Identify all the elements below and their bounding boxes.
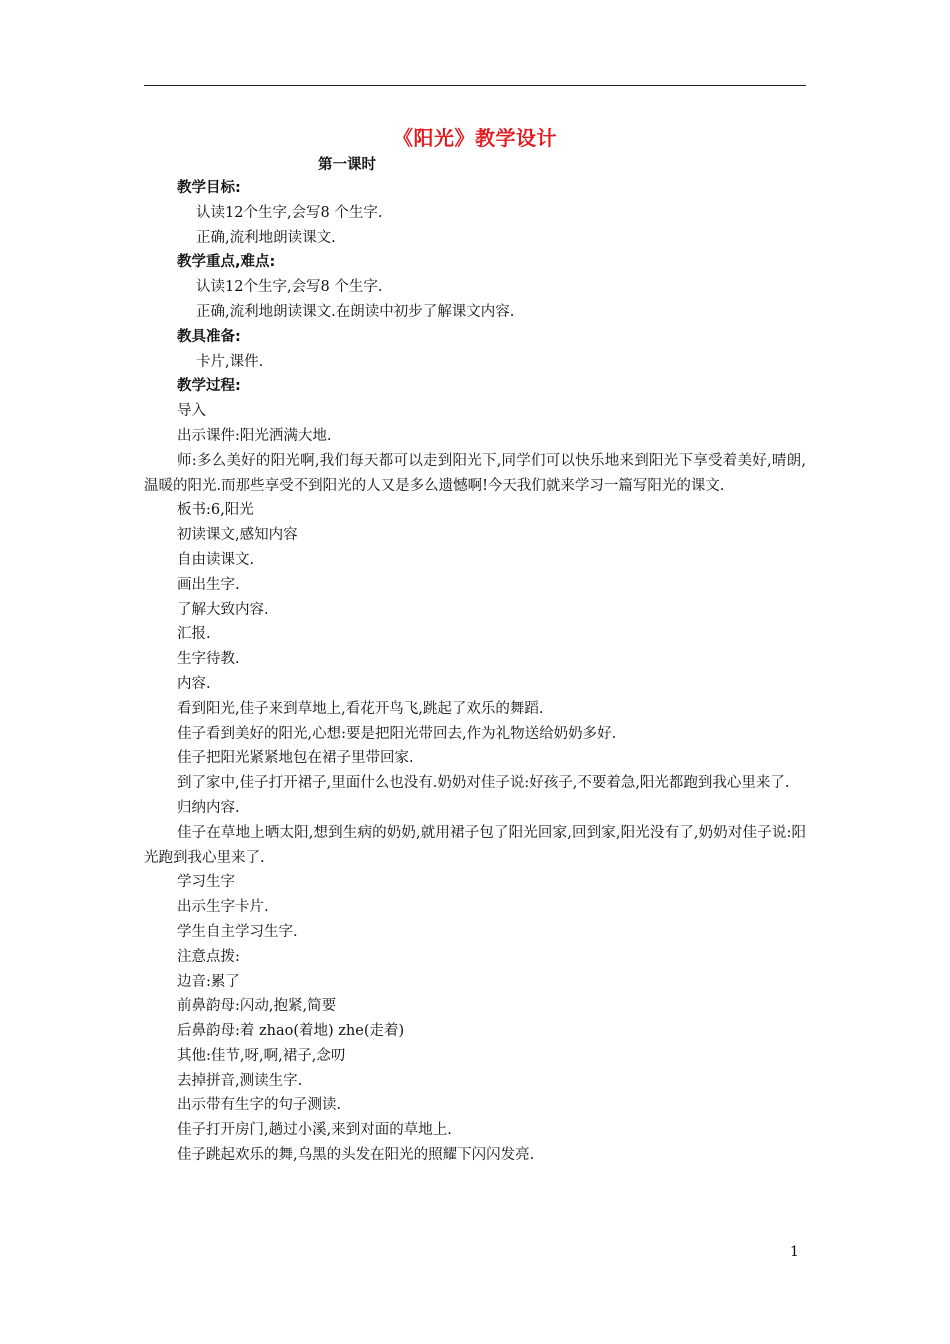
process-line: 了解大致内容. — [177, 601, 269, 618]
process-line: 出示生字卡片. — [177, 899, 269, 916]
process-line: 后鼻韵母:着 zhao(着地) zhe(走着) — [177, 1023, 405, 1040]
tools-line: 卡片,课件. — [196, 353, 264, 370]
goal-line: 正确,流利地朗读课文. — [196, 229, 336, 246]
process-line: 汇报. — [177, 626, 211, 643]
process-line: 出示带有生字的句子测读. — [177, 1097, 342, 1114]
process-line: 导入 — [177, 403, 206, 420]
process-line: 佳子跳起欢乐的舞,乌黑的头发在阳光的照耀下闪闪发亮. — [177, 1147, 535, 1164]
process-line: 看到阳光,佳子来到草地上,看花开鸟飞,跳起了欢乐的舞蹈. — [177, 700, 544, 717]
process-line: 去掉拼音,测读生字. — [177, 1072, 303, 1089]
lesson-subtitle: 第一课时 — [318, 157, 376, 173]
section-heading-tools: 教具准备: — [177, 328, 241, 345]
process-line: 归纳内容. — [177, 799, 240, 816]
process-paragraph: 师:多么美好的阳光啊,我们每天都可以走到阳光下,同学们可以快乐地来到阳光下享受着美好,晴朗,温暖的阳光.而那些享受不到阳光的人又是多么遗憾啊!今天我们就来学习一篇写阳光的课文. — [144, 452, 806, 494]
key-point-line: 正确,流利地朗读课文.在朗读中初步了解课文内容. — [196, 303, 515, 320]
process-paragraph: 佳子在草地上晒太阳,想到生病的奶奶,就用裙子包了阳光回家,回到家,阳光没有了,奶奶对佳子说:阳光跑到我心里来了. — [144, 824, 806, 866]
process-line: 生字待教. — [177, 651, 240, 668]
process-line: 注意点拨: — [177, 948, 240, 965]
process-line: 初读课文,感知内容 — [177, 527, 298, 544]
process-paragraph: 到了家中,佳子打开裙子,里面什么也没有.奶奶对佳子说:好孩子,不要着急,阳光都跑到我心里来了. — [177, 775, 790, 792]
section-heading-goals: 教学目标: — [177, 180, 241, 196]
process-line: 自由读课文. — [177, 551, 255, 568]
process-line: 学习生字 — [177, 874, 235, 891]
process-line: 佳子把阳光紧紧地包在裙子里带回家. — [177, 750, 414, 767]
process-line: 学生自主学习生字. — [177, 923, 298, 940]
page-number: 1 — [790, 1244, 799, 1260]
document-body — [144, 176, 806, 1168]
process-line: 前鼻韵母:闪动,抱紧,简要 — [177, 998, 337, 1015]
section-heading-key-points: 教学重点,难点: — [177, 254, 276, 271]
process-line: 板书:6,阳光 — [177, 502, 254, 519]
process-line: 边音:累了 — [177, 973, 240, 990]
goal-line: 认读12个生字,会写8 个生字. — [196, 204, 383, 221]
process-line: 佳子打开房门,趟过小溪,来到对面的草地上. — [177, 1122, 452, 1139]
header-rule — [144, 85, 806, 86]
process-line: 其他:佳节,呀,啊,裙子,念叨 — [177, 1047, 346, 1064]
document-title: 《阳光》教学设计 — [393, 126, 557, 150]
section-heading-process: 教学过程: — [177, 378, 241, 395]
process-line: 内容. — [177, 675, 211, 692]
process-line: 佳子看到美好的阳光,心想:要是把阳光带回去,作为礼物送给奶奶多好. — [177, 725, 617, 742]
key-point-line: 认读12个生字,会写8 个生字. — [196, 279, 383, 296]
process-line: 出示课件:阳光洒满大地. — [177, 427, 332, 444]
process-line: 画出生字. — [177, 576, 240, 593]
